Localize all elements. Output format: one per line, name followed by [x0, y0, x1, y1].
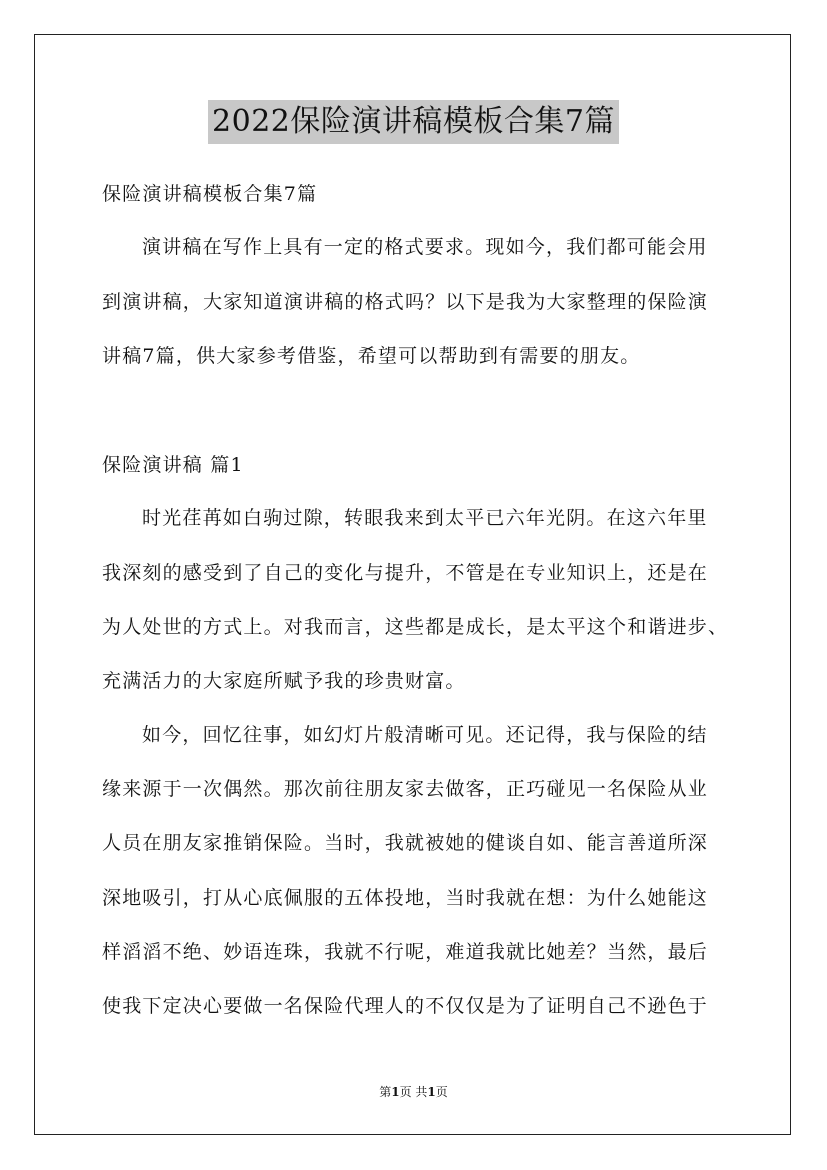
intro-line-3: 讲稿7篇，供大家参考借鉴，希望可以帮助到有需要的朋友。 — [102, 345, 641, 367]
section-heading: 保险演讲稿 篇1 — [102, 454, 244, 476]
footer-suffix: 页 — [435, 1085, 448, 1099]
para1-line-3: 为人处世的方式上。对我而言，这些都是成长，是太平这个和谐进步、 — [102, 616, 729, 638]
footer-page-number: 1 — [391, 1085, 400, 1099]
document-subtitle: 保险演讲稿模板合集7篇 — [102, 183, 318, 205]
intro-line-1: 演讲稿在写作上具有一定的格式要求。现如今，我们都可能会用 — [142, 236, 708, 258]
footer-prefix: 第 — [379, 1085, 392, 1099]
page-footer — [0, 1084, 827, 1100]
intro-line-2: 到演讲稿，大家知道演讲稿的格式吗？以下是我为大家整理的保险演 — [102, 291, 709, 313]
para1-line-1: 时光荏苒如白驹过隙，转眼我来到太平已六年光阴。在这六年里 — [142, 507, 708, 529]
para2-line-5: 样滔滔不绝、妙语连珠，我就不行呢，难道我就比她差？当然，最后 — [102, 941, 709, 963]
document-title: 2022保险演讲稿模板合集7篇 — [208, 100, 619, 144]
para2-line-4: 深地吸引，打从心底佩服的五体投地，当时我就在想：为什么她能这 — [102, 887, 709, 909]
para2-line-3: 人员在朋友家推销保险。当时，我就被她的健谈自如、能言善道所深 — [102, 832, 709, 854]
para2-line-1: 如今，回忆往事，如幻灯片般清晰可见。还记得，我与保险的结 — [142, 724, 708, 746]
title-wrap — [0, 100, 827, 144]
para2-line-6: 使我下定决心要做一名保险代理人的不仅仅是为了证明自己不逊色于 — [102, 995, 709, 1017]
para1-line-2: 我深刻的感受到了自己的变化与提升，不管是在专业知识上，还是在 — [102, 562, 709, 584]
footer-middle: 页 共 — [399, 1085, 428, 1099]
footer-page-total: 1 — [427, 1085, 436, 1099]
para1-line-4: 充满活力的大家庭所赋予我的珍贵财富。 — [102, 670, 466, 692]
para2-line-2: 缘来源于一次偶然。那次前往朋友家去做客，正巧碰见一名保险从业 — [102, 778, 709, 800]
